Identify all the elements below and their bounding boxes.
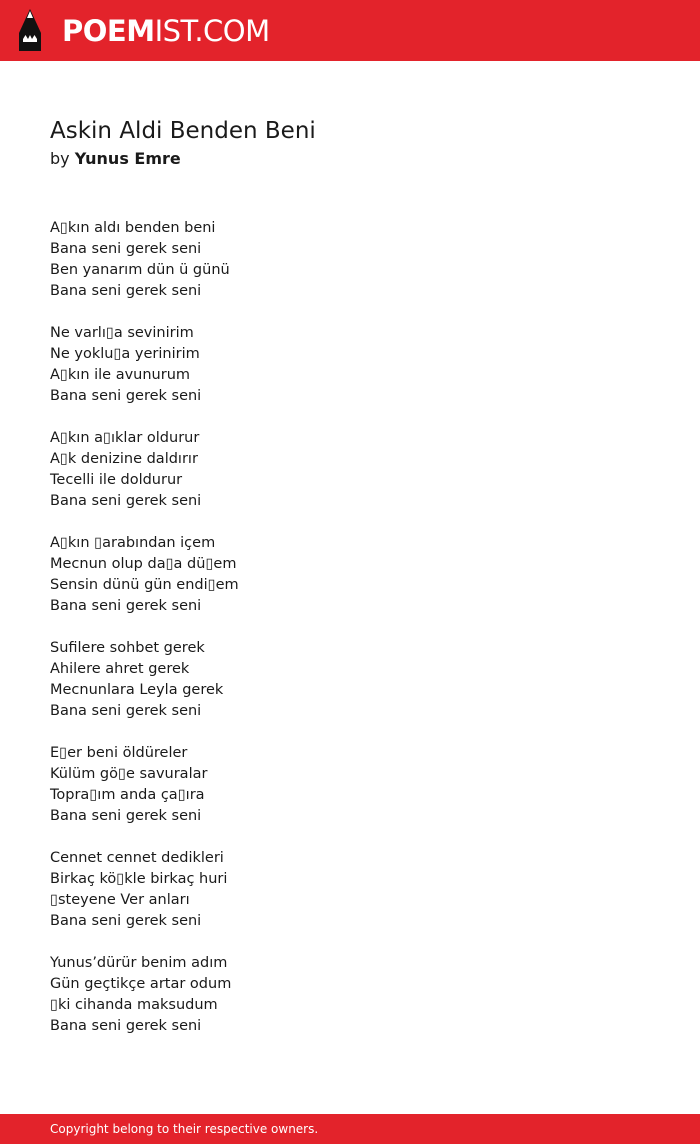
poem-line: Bana seni gerek seni [50, 598, 202, 614]
poem-line: A▯kın ▯arabından içem [50, 535, 216, 551]
poem-line: Ne varlı▯a sevinirim [50, 325, 194, 341]
poem-line: Bana seni gerek seni [50, 283, 202, 299]
poem-line: Mecnun olup da▯a dü▯em [50, 556, 237, 572]
stanza [50, 638, 650, 722]
poem-line: Ahilere ahret gerek [50, 661, 190, 677]
poem-line: A▯kın aldı benden beni [50, 220, 216, 236]
poem-line: ▯ki cihanda maksudum [50, 997, 218, 1013]
poem-line: Sensin dünü gün endi▯em [50, 577, 239, 593]
by-prefix: by [50, 149, 70, 168]
poem-line: Ne yoklu▯a yerinirim [50, 346, 200, 362]
poem-line: E▯er beni öldüreler [50, 745, 188, 761]
stanza [50, 743, 650, 827]
site-logo[interactable] [62, 11, 270, 51]
poem-line: Mecnunlara Leyla gerek [50, 682, 224, 698]
poem-line: A▯k denizine daldırır [50, 451, 198, 467]
logo-bold-text: POEM [62, 14, 155, 48]
poem-line: Bana seni gerek seni [50, 1018, 202, 1034]
poem-line: Birkaç kö▯kle birkaç huri [50, 871, 228, 887]
poem-line: Sufilere sohbet gerek [50, 640, 205, 656]
copyright-text: Copyright belong to their respective owners. [50, 1122, 319, 1136]
poem-title: Askin Aldi Benden Beni [50, 118, 316, 144]
poem-line: Bana seni gerek seni [50, 808, 202, 824]
poem-line: A▯kın a▯ıklar oldurur [50, 430, 200, 446]
poem-line: Cennet cennet dedikleri [50, 850, 224, 866]
stanza [50, 428, 650, 512]
pencil-tip-icon[interactable] [17, 9, 43, 52]
poem-line: Bana seni gerek seni [50, 241, 202, 257]
site-footer [0, 1114, 700, 1144]
stanza [50, 323, 650, 407]
poem-line: Ben yanarım dün ü günü [50, 262, 230, 278]
poem-line: Tecelli ile doldurur [50, 472, 183, 488]
poem-line: Bana seni gerek seni [50, 913, 202, 929]
poem-body [50, 218, 650, 1058]
stanza [50, 953, 650, 1037]
poem-line: Bana seni gerek seni [50, 493, 202, 509]
poem-line: Bana seni gerek seni [50, 388, 202, 404]
poem-line: Külüm gö▯e savuralar [50, 766, 208, 782]
poem-line: ▯steyene Ver anları [50, 892, 190, 908]
stanza [50, 848, 650, 932]
stanza [50, 533, 650, 617]
poem-line: Yunus’dürür benim adım [50, 955, 228, 971]
poem-author: Yunus Emre [74, 149, 181, 168]
poem-line: Topra▯ım anda ça▯ıra [50, 787, 205, 803]
byline [50, 148, 181, 170]
poem-line: Bana seni gerek seni [50, 703, 202, 719]
stanza [50, 218, 650, 302]
site-header [0, 0, 700, 61]
poem-line: Gün geçtikçe artar odum [50, 976, 232, 992]
logo-light-text: IST.COM [154, 14, 270, 48]
poem-line: A▯kın ile avunurum [50, 367, 191, 383]
